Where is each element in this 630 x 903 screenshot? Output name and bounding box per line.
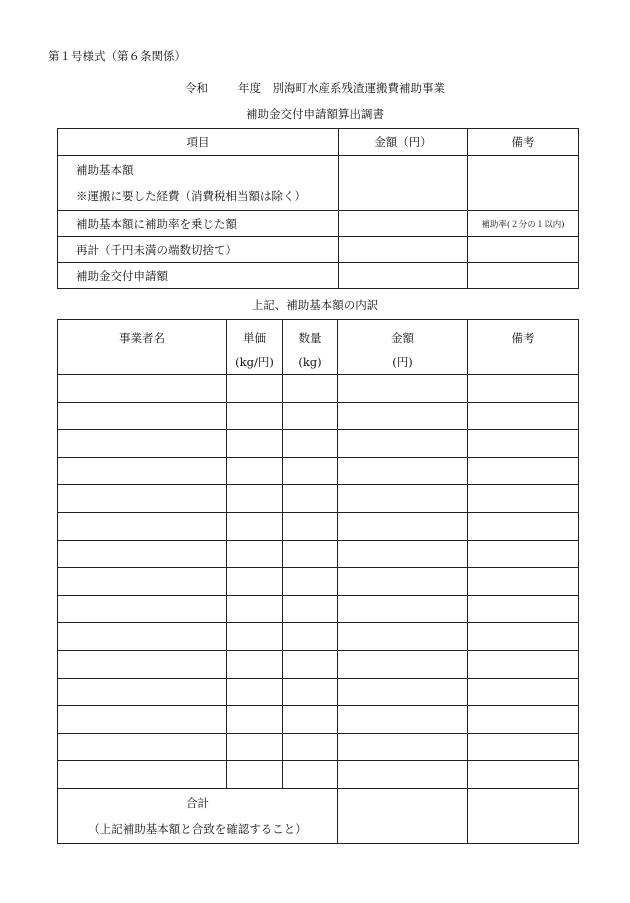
operator-name-cell[interactable]: [58, 540, 227, 568]
amount-cell[interactable]: [338, 512, 468, 540]
base-amount-label-cell: [58, 156, 339, 211]
table-row: [58, 457, 579, 485]
unit-price-cell[interactable]: [227, 623, 283, 651]
operator-name-cell[interactable]: [58, 595, 227, 623]
table-row: [58, 485, 579, 513]
operator-name-cell[interactable]: [58, 485, 227, 513]
amount-cell[interactable]: [338, 761, 468, 789]
rate-amount-value[interactable]: [339, 211, 468, 237]
operator-name-cell[interactable]: [58, 568, 227, 596]
recalc-remarks[interactable]: [468, 237, 579, 263]
row-base-amount: [58, 156, 579, 211]
remarks-cell[interactable]: [468, 485, 579, 513]
amount-cell[interactable]: [338, 678, 468, 706]
quantity-cell[interactable]: [283, 706, 338, 734]
quantity-cell[interactable]: [283, 568, 338, 596]
quantity-cell[interactable]: [283, 402, 338, 430]
base-amount-label: 補助基本額: [76, 163, 134, 177]
header-item: 項目: [58, 129, 339, 156]
remarks-cell[interactable]: [468, 375, 579, 403]
operator-name-cell[interactable]: [58, 623, 227, 651]
table-row: [58, 650, 579, 678]
amount-cell[interactable]: [338, 706, 468, 734]
total-label-cell: [58, 788, 338, 843]
header-remarks: 備考: [468, 320, 579, 375]
remarks-cell[interactable]: [468, 650, 579, 678]
form-title: [0, 80, 630, 96]
quantity-cell[interactable]: [283, 457, 338, 485]
breakdown-heading: 上記、補助基本額の内訳: [251, 298, 379, 312]
header-amount: 金額 (円): [338, 320, 468, 375]
breakdown-rows: [58, 375, 579, 789]
operator-name-cell[interactable]: [58, 678, 227, 706]
remarks-cell[interactable]: [468, 402, 579, 430]
quantity-cell[interactable]: [283, 512, 338, 540]
unit-price-cell[interactable]: [227, 595, 283, 623]
header-operator: 事業者名: [58, 320, 227, 375]
unit-price-cell[interactable]: [227, 375, 283, 403]
calculation-table: [57, 128, 579, 289]
row-request-amount: [58, 263, 579, 289]
table-row: [58, 733, 579, 761]
operator-name-cell[interactable]: [58, 512, 227, 540]
header-amount: 金額（円）: [339, 129, 468, 156]
operator-name-cell[interactable]: [58, 430, 227, 458]
operator-name-cell[interactable]: [58, 706, 227, 734]
unit-price-cell[interactable]: [227, 678, 283, 706]
operator-name-cell[interactable]: [58, 650, 227, 678]
request-amount-remarks[interactable]: [468, 263, 579, 289]
remarks-cell[interactable]: [468, 706, 579, 734]
table-row: [58, 512, 579, 540]
header-remarks: 備考: [468, 129, 579, 156]
table-row: [58, 761, 579, 789]
quantity-cell[interactable]: [283, 623, 338, 651]
total-amount[interactable]: [338, 788, 468, 843]
quantity-cell[interactable]: [283, 540, 338, 568]
amount-cell[interactable]: [338, 595, 468, 623]
remarks-cell[interactable]: [468, 623, 579, 651]
remarks-cell[interactable]: [468, 568, 579, 596]
request-amount-value[interactable]: [339, 263, 468, 289]
total-note: （上記補助基本額と合致を確認すること）: [88, 821, 307, 836]
table-row: [58, 623, 579, 651]
table-row: [58, 430, 579, 458]
amount-cell[interactable]: [338, 650, 468, 678]
remarks-cell[interactable]: [468, 430, 579, 458]
form-number: 第１号様式（第６条関係）: [48, 49, 186, 63]
request-amount-label: 補助金交付申請額: [58, 263, 339, 289]
title-era: 令和: [185, 81, 208, 95]
header-unit-price: 単価 (kg/円): [227, 320, 283, 375]
unit-price-cell[interactable]: [227, 430, 283, 458]
remarks-cell[interactable]: [468, 457, 579, 485]
amount-cell[interactable]: [338, 540, 468, 568]
unit-price-cell[interactable]: [227, 761, 283, 789]
quantity-cell[interactable]: [283, 485, 338, 513]
table-row: [58, 540, 579, 568]
rate-amount-label: 補助基本額に補助率を乗じた額: [58, 211, 339, 237]
row-recalc: [58, 237, 579, 263]
unit-price-cell[interactable]: [227, 402, 283, 430]
base-amount-value[interactable]: [339, 156, 468, 211]
recalc-value[interactable]: [339, 237, 468, 263]
amount-cell[interactable]: [338, 623, 468, 651]
row-total: [58, 788, 579, 843]
table-row: [58, 706, 579, 734]
operator-name-cell[interactable]: [58, 733, 227, 761]
recalc-label: 再計（千円未満の端数切捨て）: [58, 237, 339, 263]
remarks-cell[interactable]: [468, 540, 579, 568]
quantity-cell[interactable]: [283, 375, 338, 403]
row-rate-amount: [58, 211, 579, 237]
unit-price-cell[interactable]: [227, 568, 283, 596]
amount-cell[interactable]: [338, 430, 468, 458]
unit-price-cell[interactable]: [227, 540, 283, 568]
operator-name-cell[interactable]: [58, 761, 227, 789]
remarks-cell[interactable]: [468, 761, 579, 789]
table-row: [58, 678, 579, 706]
operator-name-cell[interactable]: [58, 402, 227, 430]
unit-price-cell[interactable]: [227, 706, 283, 734]
operator-name-cell[interactable]: [58, 375, 227, 403]
unit-price-cell[interactable]: [227, 485, 283, 513]
table-row: [58, 595, 579, 623]
table-row: [58, 375, 579, 403]
amount-cell[interactable]: [338, 733, 468, 761]
table-row: [58, 568, 579, 596]
quantity-cell[interactable]: [283, 595, 338, 623]
quantity-cell[interactable]: [283, 430, 338, 458]
unit-price-cell[interactable]: [227, 457, 283, 485]
amount-cell[interactable]: [338, 485, 468, 513]
unit-price-cell[interactable]: [227, 733, 283, 761]
base-amount-note: ※運搬に要した経費（消費税相当額は除く）: [76, 189, 306, 203]
amount-cell[interactable]: [338, 402, 468, 430]
operator-name-cell[interactable]: [58, 457, 227, 485]
quantity-cell[interactable]: [283, 733, 338, 761]
total-label: 合計: [186, 795, 209, 810]
remarks-cell[interactable]: [468, 512, 579, 540]
quantity-cell[interactable]: [283, 678, 338, 706]
header-quantity: 数量 (kg): [283, 320, 338, 375]
unit-price-cell[interactable]: [227, 512, 283, 540]
unit-price-cell[interactable]: [227, 650, 283, 678]
title-rest: 年度 別海町水産系残渣運搬費補助事業: [238, 81, 445, 95]
form-subtitle: 補助金交付申請額算出調書: [246, 107, 384, 121]
remarks-cell[interactable]: [468, 595, 579, 623]
table-row: [58, 402, 579, 430]
remarks-cell[interactable]: [468, 733, 579, 761]
total-remarks[interactable]: [468, 788, 579, 843]
quantity-cell[interactable]: [283, 761, 338, 789]
amount-cell[interactable]: [338, 457, 468, 485]
amount-cell[interactable]: [338, 375, 468, 403]
quantity-cell[interactable]: [283, 650, 338, 678]
remarks-cell[interactable]: [468, 678, 579, 706]
rate-amount-note: 補助率(２分の１以内): [468, 211, 579, 237]
base-amount-remarks[interactable]: [468, 156, 579, 211]
amount-cell[interactable]: [338, 568, 468, 596]
breakdown-table: [57, 319, 579, 844]
